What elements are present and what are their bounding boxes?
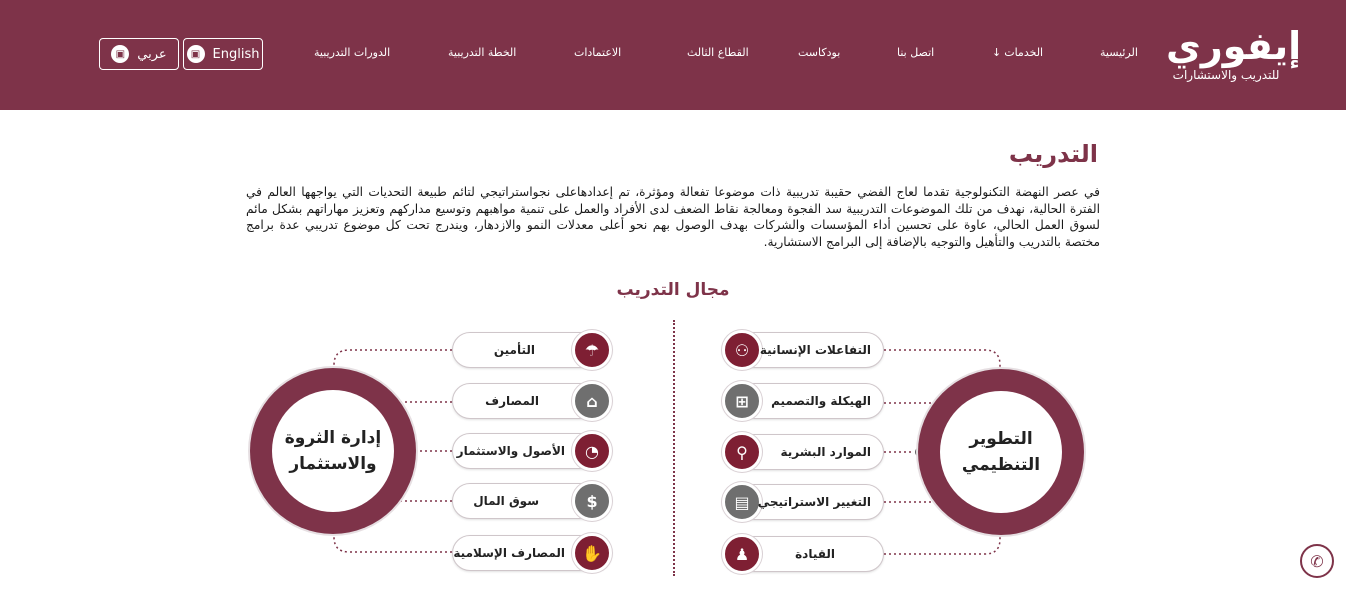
item-label: التغيير الاستراتيجي <box>757 495 871 509</box>
english-label: English <box>212 46 260 62</box>
nav-services[interactable] <box>992 46 1043 62</box>
item-label: القيادة <box>795 547 835 561</box>
site-logo[interactable] <box>1166 24 1302 86</box>
arrow-down-icon: ↓ <box>992 46 1002 59</box>
item-islamic-banks[interactable] <box>452 535 612 571</box>
nav-contact[interactable]: اتصل بنا <box>897 46 935 59</box>
hand-coin-icon: ✋ <box>572 533 612 573</box>
hub-label: التطوير التنظيمي <box>961 429 1041 475</box>
pie-chart-icon: ◔ <box>572 431 612 471</box>
item-label: سوق المال <box>473 494 539 508</box>
item-label: المصارف الإسلامية <box>453 546 565 560</box>
item-insurance[interactable] <box>452 332 612 368</box>
section-title: مجال التدريب <box>616 280 730 300</box>
intro-paragraph: في عصر النهضة التكنولوجية تقدما لعاج الفضي حقيبة تدريبية ذات موضوعا تفعالة ومؤثرة، تم إعدادهاعلى نجواستراتيجي لتائم طبيعة التحديات التي يواجهها العالم في الفترة الحالية، نهدف من تلك الموضوعات التدريبية سد الفجوة ومعالجة نقاط الضعف لدى الأفراد والعمل على تنمية مواهبهم وتوسيع مداركهم وتعزيز مهاراتهم بشكل مائم لسوق العمل الحالي، عاوة على تحسين أداء المؤسسات والشركات بهدف الوصول بهم نحو أعلى معدلات النمو والازدهار، ويندرج تحت كل موضوع تدريبي عدة برامج مختصة بالتدريب والتأهيل والتوجيه بالإضافة إلى البرامج الاستشارية. <box>246 185 1100 249</box>
phone-icon: ✆ <box>1310 551 1324 571</box>
nav-podcast[interactable]: بودكاست <box>798 46 841 59</box>
people-network-icon: ⚇ <box>722 330 762 370</box>
bank-icon: ⌂ <box>572 381 612 421</box>
item-label: التفاعلات الإنسانية <box>759 343 871 357</box>
hub-wealth-investment <box>272 390 394 512</box>
nav-training-plan[interactable]: الخطة التدريبية <box>448 46 517 59</box>
item-banks[interactable] <box>452 383 612 419</box>
item-human-interactions[interactable] <box>722 332 884 368</box>
umbrella-icon: ☂ <box>572 330 612 370</box>
money-icon: $ <box>572 481 612 521</box>
logo-wordmark: إيفوري <box>1166 24 1302 68</box>
nav-courses[interactable]: الدورات التدريبية <box>314 46 391 59</box>
page-title: التدريب <box>1008 140 1098 168</box>
language-icon: ▣ <box>111 45 129 63</box>
item-human-resources[interactable] <box>722 434 884 470</box>
site-header <box>0 0 1346 110</box>
phone-call-button[interactable] <box>1300 544 1334 578</box>
center-divider <box>673 320 675 576</box>
item-label: الموارد البشرية <box>780 445 871 459</box>
hub-organizational-development <box>940 391 1062 513</box>
language-icon: ▣ <box>187 45 205 63</box>
team-search-icon: ⚲ <box>722 432 762 472</box>
logo-tagline: للتدريب والاستشارات <box>1172 68 1280 82</box>
item-assets-investment[interactable] <box>452 433 612 469</box>
strategy-board-icon: ▤ <box>722 482 762 522</box>
item-label: التأمين <box>493 343 535 357</box>
item-label: المصارف <box>485 394 539 408</box>
item-capital-market[interactable] <box>452 483 612 519</box>
hub-label: إدارة الثروة والاستثمار <box>284 428 382 474</box>
item-label: الأصول والاستثمار <box>456 444 565 458</box>
nav-third-sector[interactable]: القطاع الثالث <box>687 46 749 59</box>
arabic-language-button[interactable] <box>99 38 179 70</box>
english-language-button[interactable] <box>183 38 263 70</box>
item-strategic-change[interactable] <box>722 484 884 520</box>
item-label: الهيكلة والتصميم <box>771 394 871 408</box>
leader-icon: ♟ <box>722 534 762 574</box>
nav-home[interactable]: الرئيسية <box>1100 46 1138 59</box>
item-structuring-design[interactable] <box>722 383 884 419</box>
nav-services-label: الخدمات <box>1004 46 1044 59</box>
arabic-label: عربي <box>137 46 167 62</box>
item-leadership[interactable] <box>722 536 884 572</box>
org-chart-icon: ⊞ <box>722 381 762 421</box>
nav-accreditations[interactable]: الاعتمادات <box>574 46 622 59</box>
